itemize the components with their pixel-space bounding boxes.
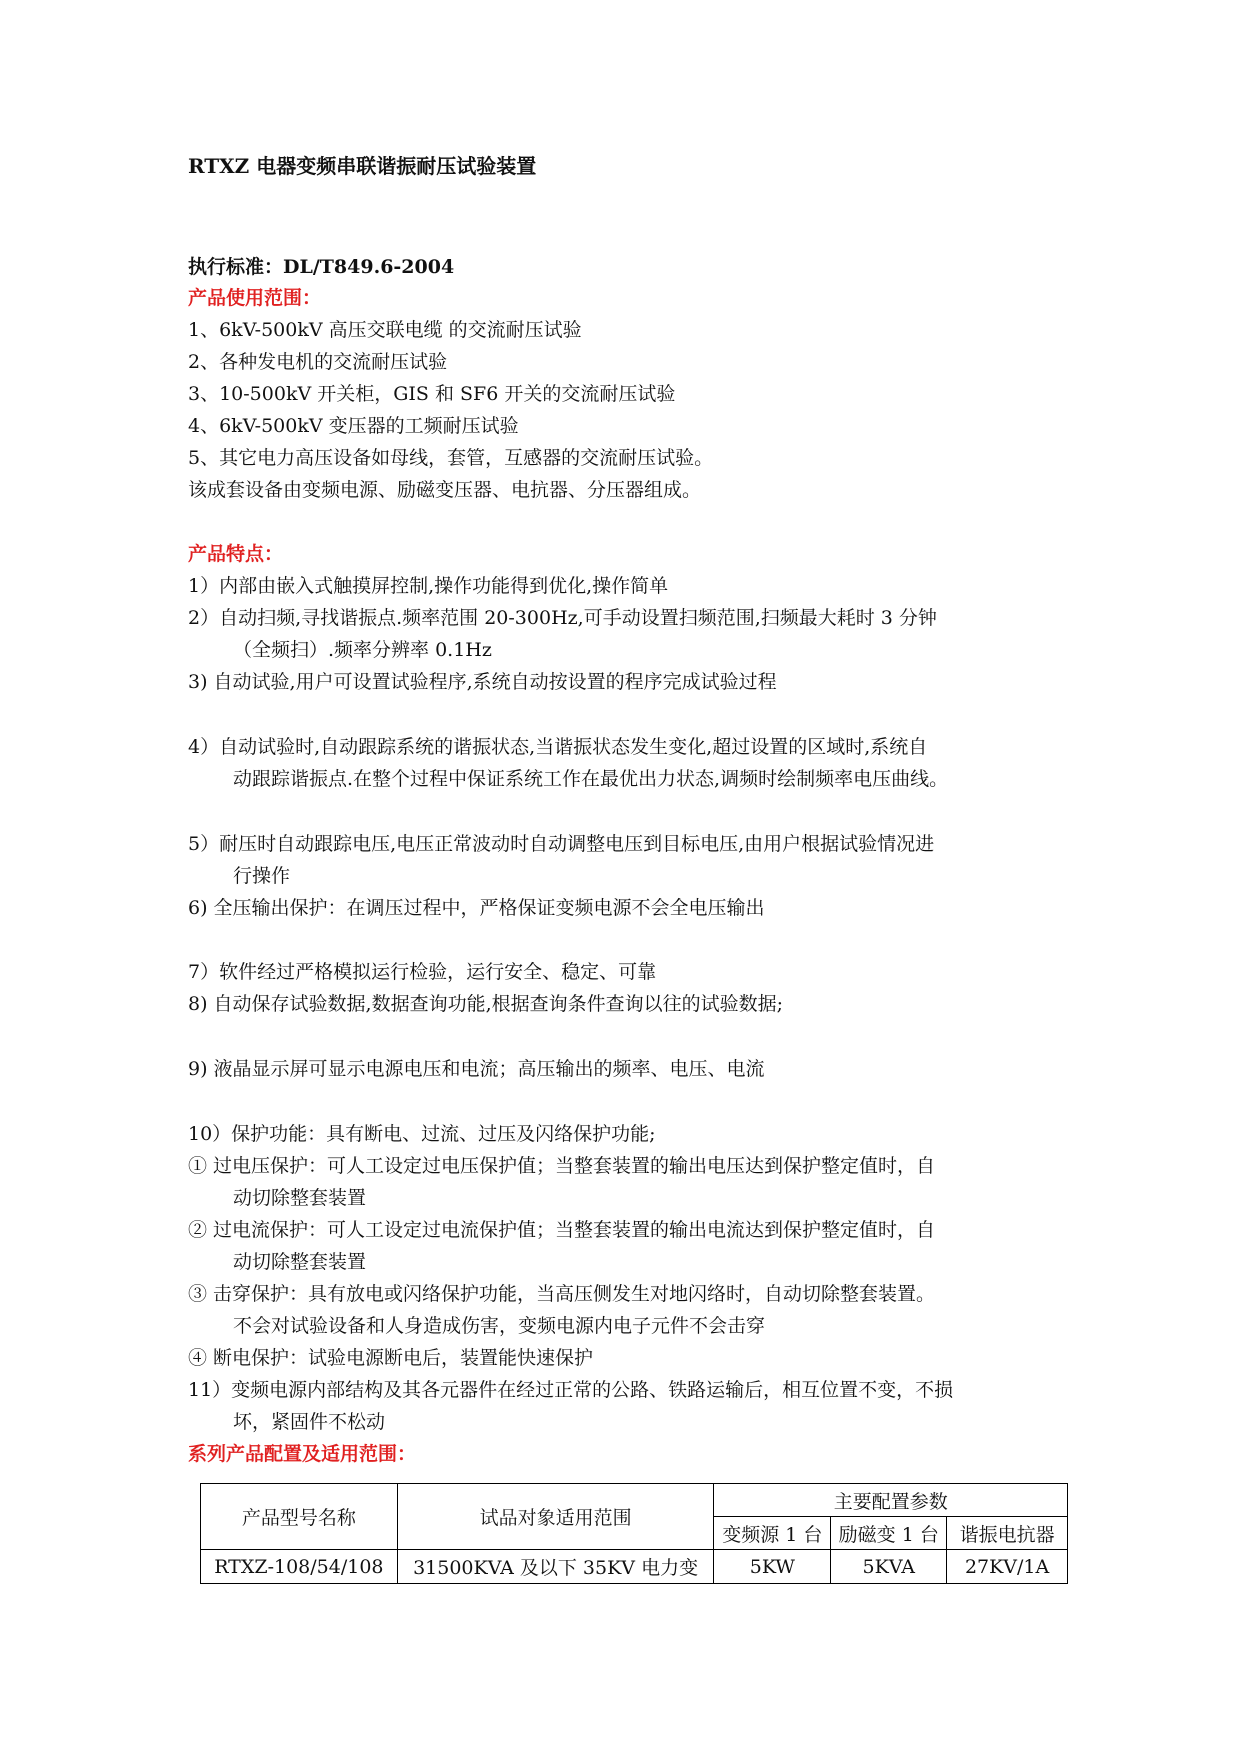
usage-item: 2、各种发电机的交流耐压试验 bbox=[188, 351, 448, 373]
protection-item: ③ 击穿保护：具有放电或闪络保护功能，当高压侧发生对地闪络时，自动切除整套装置。 bbox=[188, 1283, 936, 1305]
table-cell: RTXZ-108/54/108 bbox=[201, 1550, 398, 1584]
usage-summary: 该成套设备由变频电源、励磁变压器、电抗器、分压器组成。 bbox=[188, 479, 702, 501]
feature-item-cont: 动跟踪谐振点.在整个过程中保证系统工作在最优出力状态,调频时绘制频率电压曲线。 bbox=[233, 768, 949, 790]
table-cell: 5KW bbox=[714, 1550, 831, 1584]
protection-item: ④ 断电保护：试验电源断电后，装置能快速保护 bbox=[188, 1347, 594, 1369]
feature-item-cont: （全频扫）.频率分辨率 0.1Hz bbox=[233, 639, 492, 661]
usage-item: 4、6kV-500kV 变压器的工频耐压试验 bbox=[188, 415, 519, 437]
table-header-cell: 试品对象适用范围 bbox=[397, 1484, 714, 1550]
usage-heading: 产品使用范围： bbox=[188, 287, 322, 309]
feature-item: 4）自动试验时,自动跟踪系统的谐振状态,当谐振状态发生变化,超过设置的区域时,系统自 bbox=[188, 736, 928, 758]
feature-item-cont: 行操作 bbox=[233, 865, 291, 887]
series-heading: 系列产品配置及适用范围： bbox=[188, 1443, 417, 1465]
feature-item: 9) 液晶显示屏可显示电源电压和电流；高压输出的频率、电压、电流 bbox=[188, 1058, 765, 1080]
feature-item: 6) 全压输出保护：在调压过程中，严格保证变频电源不会全电压输出 bbox=[188, 897, 765, 919]
protection-item: ② 过电流保护：可人工设定过电流保护值；当整套装置的输出电流达到保护整定值时，自 bbox=[188, 1219, 936, 1241]
features-heading: 产品特点： bbox=[188, 543, 284, 565]
feature-item: 2）自动扫频,寻找谐振点.频率范围 20-300Hz,可手动设置扫频范围,扫频最大耗时 3 分钟 bbox=[188, 607, 937, 629]
table-cell: 5KVA bbox=[831, 1550, 947, 1584]
feature-item: 3) 自动试验,用户可设置试验程序,系统自动按设置的程序完成试验过程 bbox=[188, 671, 777, 693]
table-header-cell: 产品型号名称 bbox=[201, 1484, 398, 1550]
document-title: RTXZ 电器变频串联谐振耐压试验装置 bbox=[188, 154, 537, 178]
table-header-cell: 主要配置参数 bbox=[714, 1484, 1068, 1517]
spec-table bbox=[200, 1483, 1068, 1584]
table-subheader-cell: 变频源 1 台 bbox=[714, 1517, 831, 1550]
feature-item: 10）保护功能：具有断电、过流、过压及闪络保护功能; bbox=[188, 1123, 656, 1145]
protection-item-cont: 动切除整套装置 bbox=[233, 1187, 367, 1209]
table-header-row bbox=[201, 1484, 1068, 1517]
feature-item: 1）内部由嵌入式触摸屏控制,操作功能得到优化,操作简单 bbox=[188, 575, 669, 597]
protection-item-cont: 不会对试验设备和人身造成伤害，变频电源内电子元件不会击穿 bbox=[233, 1315, 766, 1337]
protection-item-cont: 动切除整套装置 bbox=[233, 1251, 367, 1273]
usage-item: 3、10-500kV 开关柜，GIS 和 SF6 开关的交流耐压试验 bbox=[188, 383, 676, 405]
usage-item: 1、6kV-500kV 高压交联电缆 的交流耐压试验 bbox=[188, 319, 582, 341]
feature-item-cont: 坏，紧固件不松动 bbox=[233, 1411, 386, 1433]
table-subheader-cell: 谐振电抗器 bbox=[947, 1517, 1068, 1550]
table-cell: 31500KVA 及以下 35KV 电力变 bbox=[397, 1550, 714, 1584]
feature-item: 8) 自动保存试验数据,数据查询功能,根据查询条件查询以往的试验数据; bbox=[188, 993, 784, 1015]
feature-item: 5）耐压时自动跟踪电压,电压正常波动时自动调整电压到目标电压,由用户根据试验情况进 bbox=[188, 833, 935, 855]
table-cell: 27KV/1A bbox=[947, 1550, 1068, 1584]
feature-item: 7）软件经过严格模拟运行检验，运行安全、稳定、可靠 bbox=[188, 961, 657, 983]
protection-item: ① 过电压保护：可人工设定过电压保护值；当整套装置的输出电压达到保护整定值时，自 bbox=[188, 1155, 936, 1177]
table-subheader-cell: 励磁变 1 台 bbox=[831, 1517, 947, 1550]
usage-item: 5、其它电力高压设备如母线，套管，互感器的交流耐压试验。 bbox=[188, 447, 714, 469]
standard-line: 执行标准：DL/T849.6-2004 bbox=[188, 256, 455, 278]
table-row bbox=[201, 1550, 1068, 1584]
feature-item: 11）变频电源内部结构及其各元器件在经过正常的公路、铁路运输后，相互位置不变，不损 bbox=[188, 1379, 954, 1401]
